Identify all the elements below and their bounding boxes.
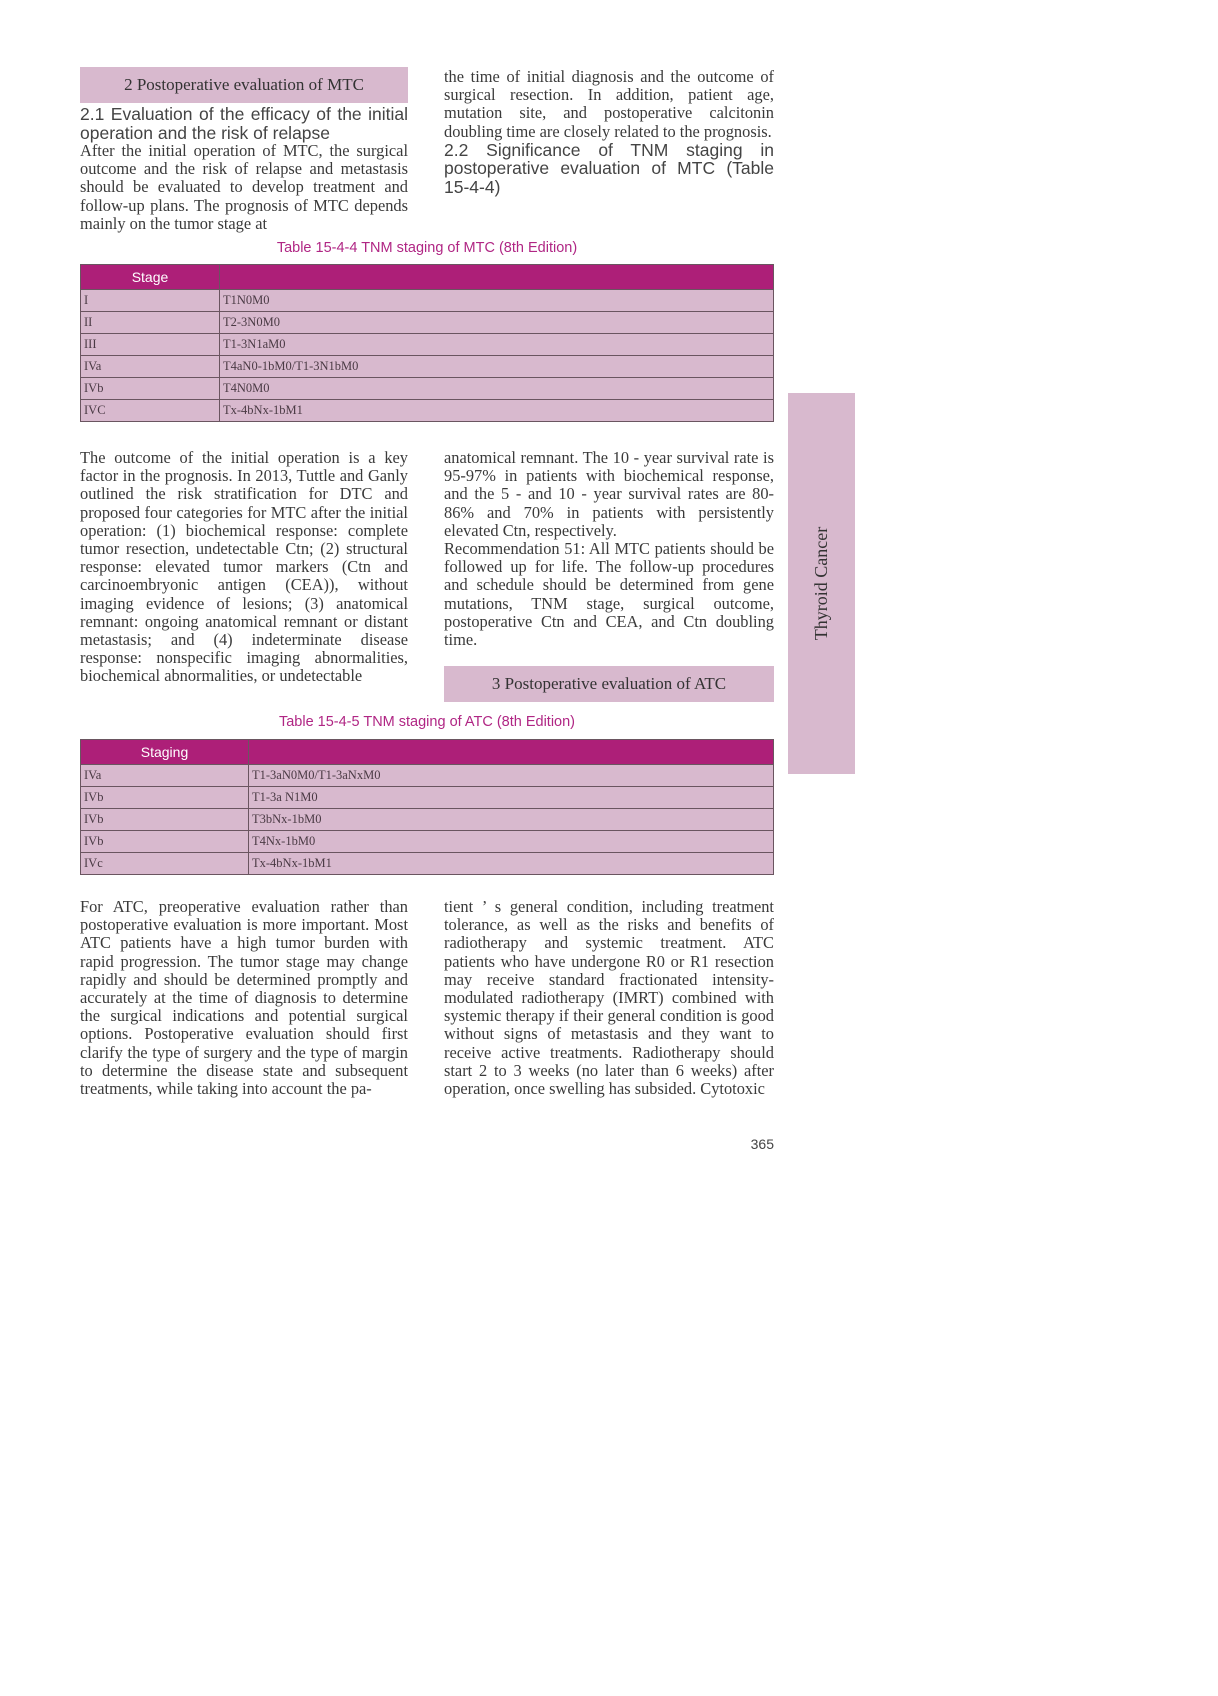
tnm-cell: T4N0M0 — [220, 378, 774, 400]
stage-cell: III — [81, 334, 220, 356]
paragraph-outcome: The outcome of the initial operation is a key factor in the prognosis. In 2013, Tuttle and Ganly outlined the risk stratification for DTC and proposed four categories for MTC after the initial operation: (1) biochemical response: complete tumor resection, undetectable Ctn; (2) structural response: elevated tumor markers (Ctn and carcinoembryonic antigen (CEA)), without imaging evidence of lesions; (3) anatomical remnant: ongoing anatomical remnant or distant metastasis; and (4) indeterminate disease response: nonspecific imaging abnormalities, biochemical abnormalities, or undetectable — [80, 448, 408, 686]
stage-cell: IVa — [81, 356, 220, 378]
stage-cell: II — [81, 312, 220, 334]
tnm-cell: T1-3aN0M0/T1-3aNxM0 — [249, 765, 774, 787]
stage-cell: IVC — [81, 400, 220, 422]
stage-cell: IVb — [81, 809, 249, 831]
table-row — [81, 853, 774, 875]
left-column-middle — [80, 449, 408, 686]
right-column-top — [444, 68, 774, 196]
table-15-4-4 — [80, 264, 774, 422]
subheading-2-1: 2.1 Evaluation of the efficacy of the initial operation and the risk of relapse — [80, 104, 408, 143]
right-column-middle — [444, 449, 774, 649]
tnm-cell: T4aN0-1bM0/T1-3N1bM0 — [220, 356, 774, 378]
table-row — [81, 765, 774, 787]
table-header-stage: Stage — [81, 265, 220, 290]
table-row — [81, 787, 774, 809]
table-row — [81, 334, 774, 356]
left-column-top — [80, 105, 408, 233]
stage-cell: IVb — [81, 378, 220, 400]
stage-cell: IVa — [81, 765, 249, 787]
tnm-cell: T1N0M0 — [220, 290, 774, 312]
table-header-row — [81, 265, 774, 290]
tnm-cell: T1-3a N1M0 — [249, 787, 774, 809]
table-header-blank — [220, 265, 774, 290]
page-number: 365 — [750, 1136, 774, 1152]
table-row — [81, 356, 774, 378]
paragraph-atc-evaluation: For ATC, preoperative evaluation rather than postoperative evaluation is more important. Most ATC patients have a high tumor burden with rapid progression. The tumor stage may change rapidly and should be determined promptly and accurately at the time of diagnosis to determine the surgical indications and potential surgical options. Postoperative evaluation should first clarify the type of surgery and the type of margin to determine the disease state and subsequent treatments, while taking into account the pa- — [80, 897, 408, 1099]
right-column-bottom — [444, 898, 774, 1098]
table-header-staging: Staging — [81, 740, 249, 765]
tnm-cell: Tx-4bNx-1bM1 — [220, 400, 774, 422]
sidebar-label: Thyroid Cancer — [811, 526, 831, 641]
stage-cell: IVb — [81, 787, 249, 809]
section-3-heading: 3 Postoperative evaluation of ATC — [444, 666, 774, 702]
table-row — [81, 378, 774, 400]
section-2-heading: 2 Postoperative evaluation of MTC — [80, 67, 408, 103]
stage-cell: IVb — [81, 831, 249, 853]
table-row — [81, 400, 774, 422]
paragraph-2-1: After the initial operation of MTC, the surgical outcome and the risk of relapse and metastasis should be evaluated to develop treatment and follow-up plans. The prognosis of MTC depends mainly on the tumor stage at — [80, 141, 408, 233]
table-row — [81, 809, 774, 831]
table-row — [81, 831, 774, 853]
table-row — [81, 290, 774, 312]
stage-cell: I — [81, 290, 220, 312]
paragraph-atc-radiotherapy: tient ’ s general condition, including treatment tolerance, as well as the risks and benefits of radiotherapy and systemic treatment. ATC patients who have undergone R0 or R1 resection may receive standard fractionated intensity-modulated radiotherapy (IMRT) combined with systemic therapy if their general condition is good without signs of metastasis and they want to receive active treatments. Radiotherapy should start 2 to 3 weeks (no later than 6 weeks) after operation, once swelling has subsided. Cytotoxic — [444, 897, 774, 1099]
recommendation-51: Recommendation 51: All MTC patients should be followed up for life. The follow-up procedures and schedule should be determined from gene mutations, TNM stage, surgical outcome, postoperative Ctn and CEA, and Ctn doubling time. — [444, 539, 774, 650]
table-15-4-4-caption: Table 15-4-4 TNM staging of MTC (8th Edition) — [276, 240, 578, 256]
paragraph-2-1-continued: the time of initial diagnosis and the outcome of surgical resection. In addition, patient age, mutation site, and postoperative calcitonin doubling time are closely related to the prognosis. — [444, 67, 774, 141]
tnm-cell: T2-3N0M0 — [220, 312, 774, 334]
paragraph-survival: anatomical remnant. The 10 - year survival rate is 95-97% in patients with biochemical response, and the 5 - and 10 - year survival rates are 80-86% and 70% in patients with persistently elevated Ctn, respectively. — [444, 448, 774, 540]
stage-cell: IVc — [81, 853, 249, 875]
tnm-cell: T4Nx-1bM0 — [249, 831, 774, 853]
table-row — [81, 312, 774, 334]
table-header-row — [81, 740, 774, 765]
table-header-blank — [249, 740, 774, 765]
tnm-cell: T1-3N1aM0 — [220, 334, 774, 356]
table-15-4-5-caption: Table 15-4-5 TNM staging of ATC (8th Edition) — [278, 714, 576, 730]
tnm-cell: Tx-4bNx-1bM1 — [249, 853, 774, 875]
subheading-2-2: 2.2 Significance of TNM staging in postoperative evaluation of MTC (Table 15-4-4) — [444, 139, 774, 197]
table-15-4-5 — [80, 739, 774, 875]
left-column-bottom — [80, 898, 408, 1098]
tnm-cell: T3bNx-1bM0 — [249, 809, 774, 831]
chapter-sidebar — [788, 393, 855, 774]
